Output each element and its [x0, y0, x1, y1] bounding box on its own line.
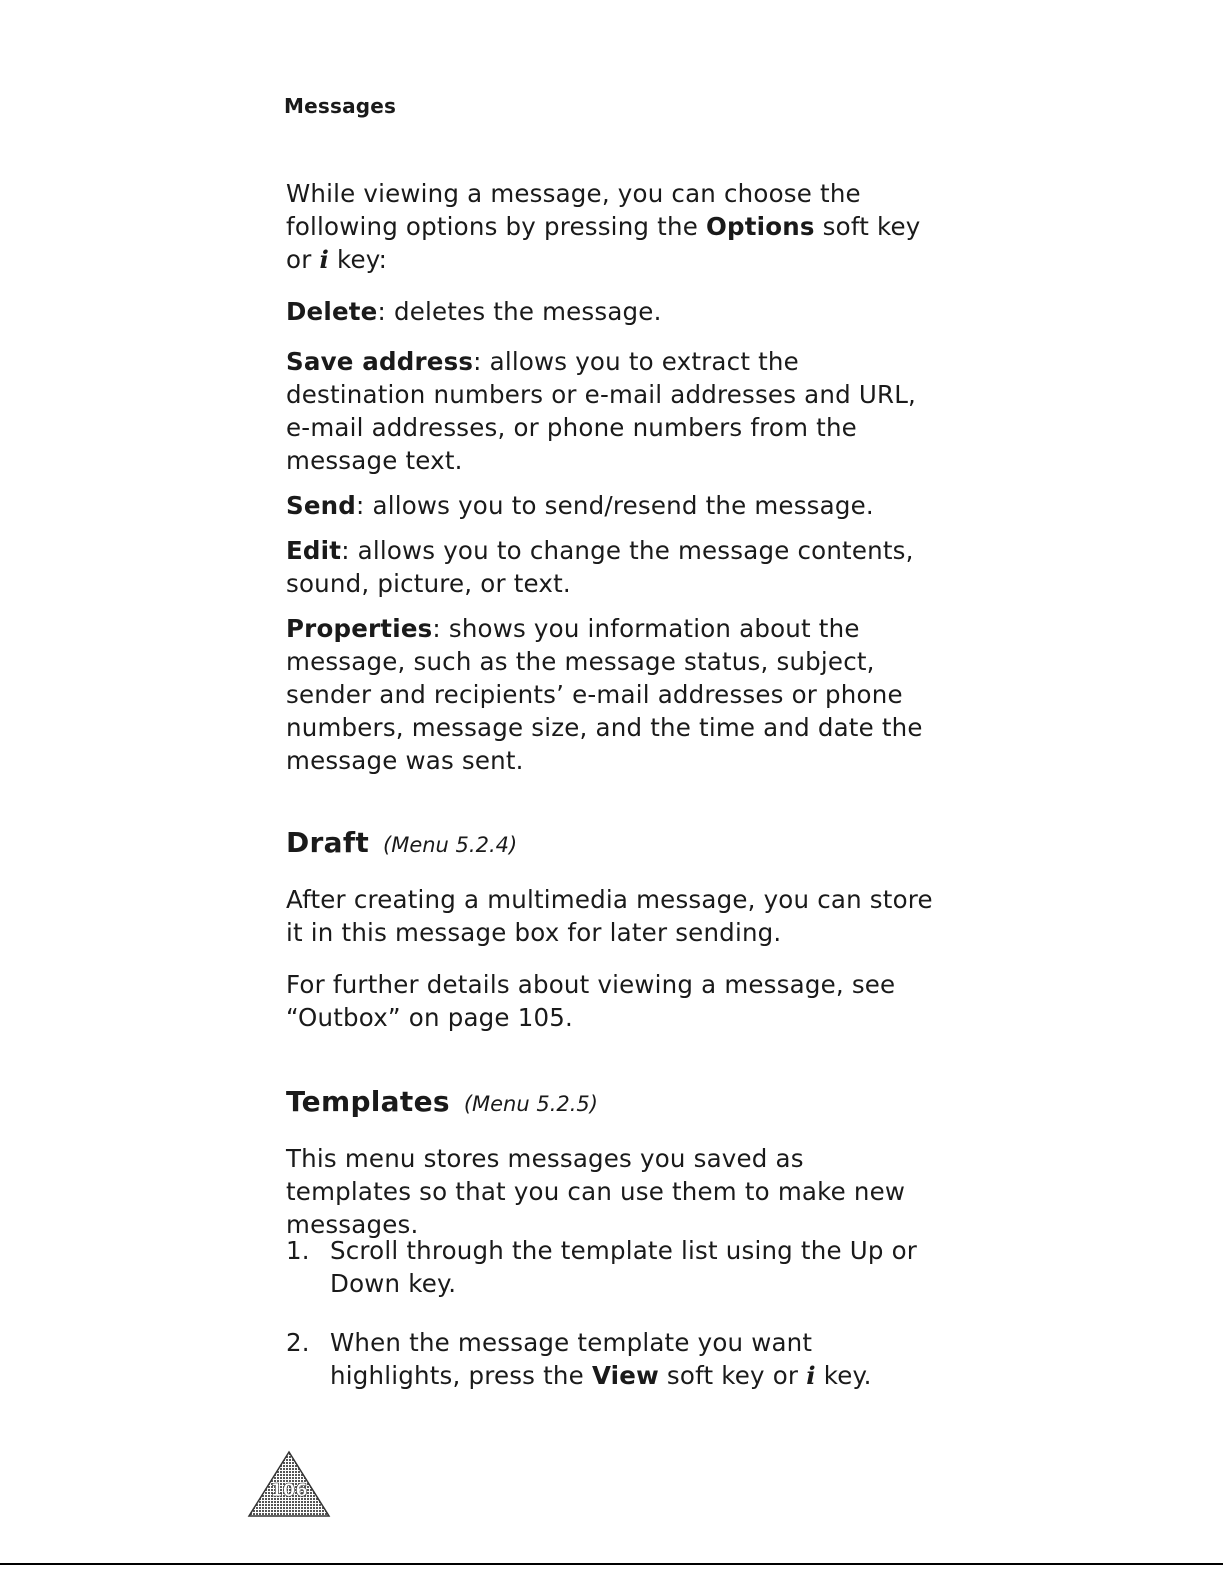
i-key-icon: i [806, 1361, 816, 1390]
option-desc: : allows you to change the message contents, sound, picture, or text. [286, 536, 914, 598]
intro-text-1: While viewing a message, you can choose the following options by pressing the [286, 179, 861, 241]
step-number: 2. [286, 1328, 310, 1357]
option-properties [286, 612, 936, 777]
option-desc: : shows you information about the message, such as the message status, subject, sender and recipients’ e-mail addresses or phone numbers, message size, and the time and date the message was sent. [286, 614, 923, 775]
step-text: Scroll through the template list using the Up or Down key. [330, 1236, 918, 1298]
option-desc: : allows you to send/resend the message. [356, 491, 874, 520]
heading-text: Templates [286, 1085, 450, 1118]
option-term: Properties [286, 614, 433, 643]
page-number: 106 [270, 1480, 308, 1501]
option-term: Delete [286, 297, 378, 326]
running-head: Messages [284, 94, 397, 118]
step-1 [286, 1234, 936, 1300]
page-number-badge [247, 1450, 331, 1518]
view-soft-key-label: View [591, 1361, 659, 1390]
section-heading-draft [286, 825, 517, 863]
option-edit [286, 534, 936, 600]
intro-text-3: key: [328, 245, 388, 274]
i-key-icon: i [319, 245, 329, 274]
option-desc: : allows you to extract the destination numbers or e-mail addresses and URL, e-mail addresses, or phone numbers from the message text. [286, 347, 917, 475]
option-send [286, 489, 936, 522]
options-soft-key-label: Options [705, 212, 815, 241]
menu-ref: (Menu 5.2.5) [463, 1092, 598, 1116]
bottom-rule [0, 1563, 1223, 1565]
step-text [330, 1326, 936, 1392]
menu-ref: (Menu 5.2.4) [383, 833, 518, 857]
draft-paragraph-1: After creating a multimedia message, you can store it in this message box for later sending. [286, 885, 933, 947]
step-2 [286, 1326, 936, 1392]
step-text-2: soft key or [658, 1361, 807, 1390]
step-text-1: When the message template you want highlights, press the [330, 1328, 813, 1390]
option-delete [286, 295, 936, 328]
option-term: Save address [286, 347, 474, 376]
heading-text: Draft [286, 826, 370, 859]
option-term: Send [286, 491, 357, 520]
option-desc: : deletes the message. [377, 297, 662, 326]
templates-paragraph-1: This menu stores messages you saved as templates so that you can use them to make new messages. [286, 1144, 906, 1239]
intro-paragraph [286, 177, 946, 276]
step-number: 1. [286, 1236, 310, 1265]
intro-text-2: soft key or [286, 212, 921, 274]
step-text-3: key. [815, 1361, 872, 1390]
option-save-address [286, 345, 936, 477]
option-term: Edit [286, 536, 342, 565]
draft-paragraph-2: For further details about viewing a message, see “Outbox” on page 105. [286, 970, 896, 1032]
section-heading-templates [286, 1084, 598, 1122]
